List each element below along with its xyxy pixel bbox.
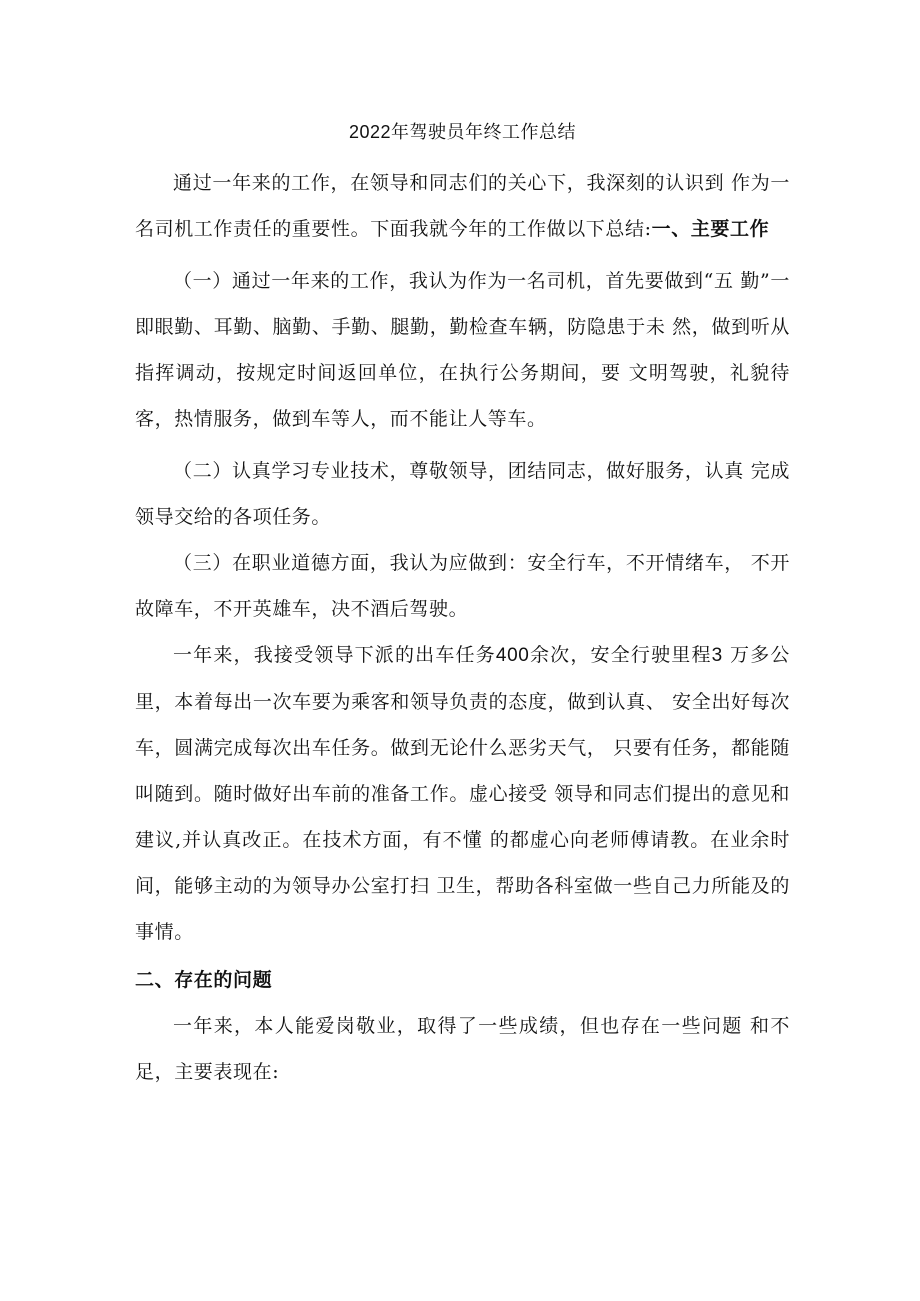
intro-paragraph: [135, 160, 790, 252]
summary-distance: 3: [711, 645, 723, 666]
summary-text-part3: 万多公里，本着每出一次车要为乘客和领导负责的态度，做到认真、 安全出好每次车，圆满完成每次出车任务。做到无论什么恶劣天气， 只要有任务，都能随叫随到。随时做好出车前的准备工作。虚心接受 领导和同志们提出的意见和建议,并认真改正。在技术方面，有不懂 的都虚心向老师傅请教。在业余时间，能够主动的为领导办公室打扫 卫生，帮助各科室做一些自己力所能及的事情。: [135, 644, 790, 943]
summary-text-part2: 余次，安全行驶里程: [529, 644, 712, 666]
section-heading-main-work: 一、主要工作: [651, 218, 770, 240]
summary-task-count: 400: [495, 645, 530, 666]
item-three-paragraph: （三）在职业道德方面，我认为应做到：安全行车，不开情绪车， 不开故障车，不开英雄车，决不酒后驾驶。: [135, 552, 790, 620]
document-body: [135, 118, 790, 1095]
section-heading-problems: 二、存在的问题: [135, 969, 273, 991]
summary-paragraph: [135, 632, 790, 955]
problems-paragraph: 一年来，本人能爱岗敬业，取得了一些成绩，但也存在一些问题 和不足，主要表现在:: [135, 1015, 790, 1083]
item-two-paragraph: （二）认真学习专业技术，尊敬领导，团结同志，做好服务，认真 完成领导交给的各项任务。: [135, 460, 790, 528]
item-one-paragraph: （一）通过一年来的工作，我认为作为一名司机，首先要做到“五 勤”一即眼勤、耳勤、脑勤、手勤、腿勤，勤检查车辆，防隐患于未 然，做到听从指挥调动，按规定时间返回单位，在执行公务期间，要 文明驾驶，礼貌待客，热情服务，做到车等人，而不能让人等车。: [135, 270, 790, 430]
document-title: 2022年驾驶员年终工作总结: [348, 122, 577, 142]
intro-text: 通过一年来的工作，在领导和同志们的关心下，我深刻的认识到 作为一名司机工作责任的重要性。下面我就今年的工作做以下总结:: [135, 172, 790, 240]
summary-text-part1: 一年来，我接受领导下派的出车任务: [173, 644, 496, 666]
